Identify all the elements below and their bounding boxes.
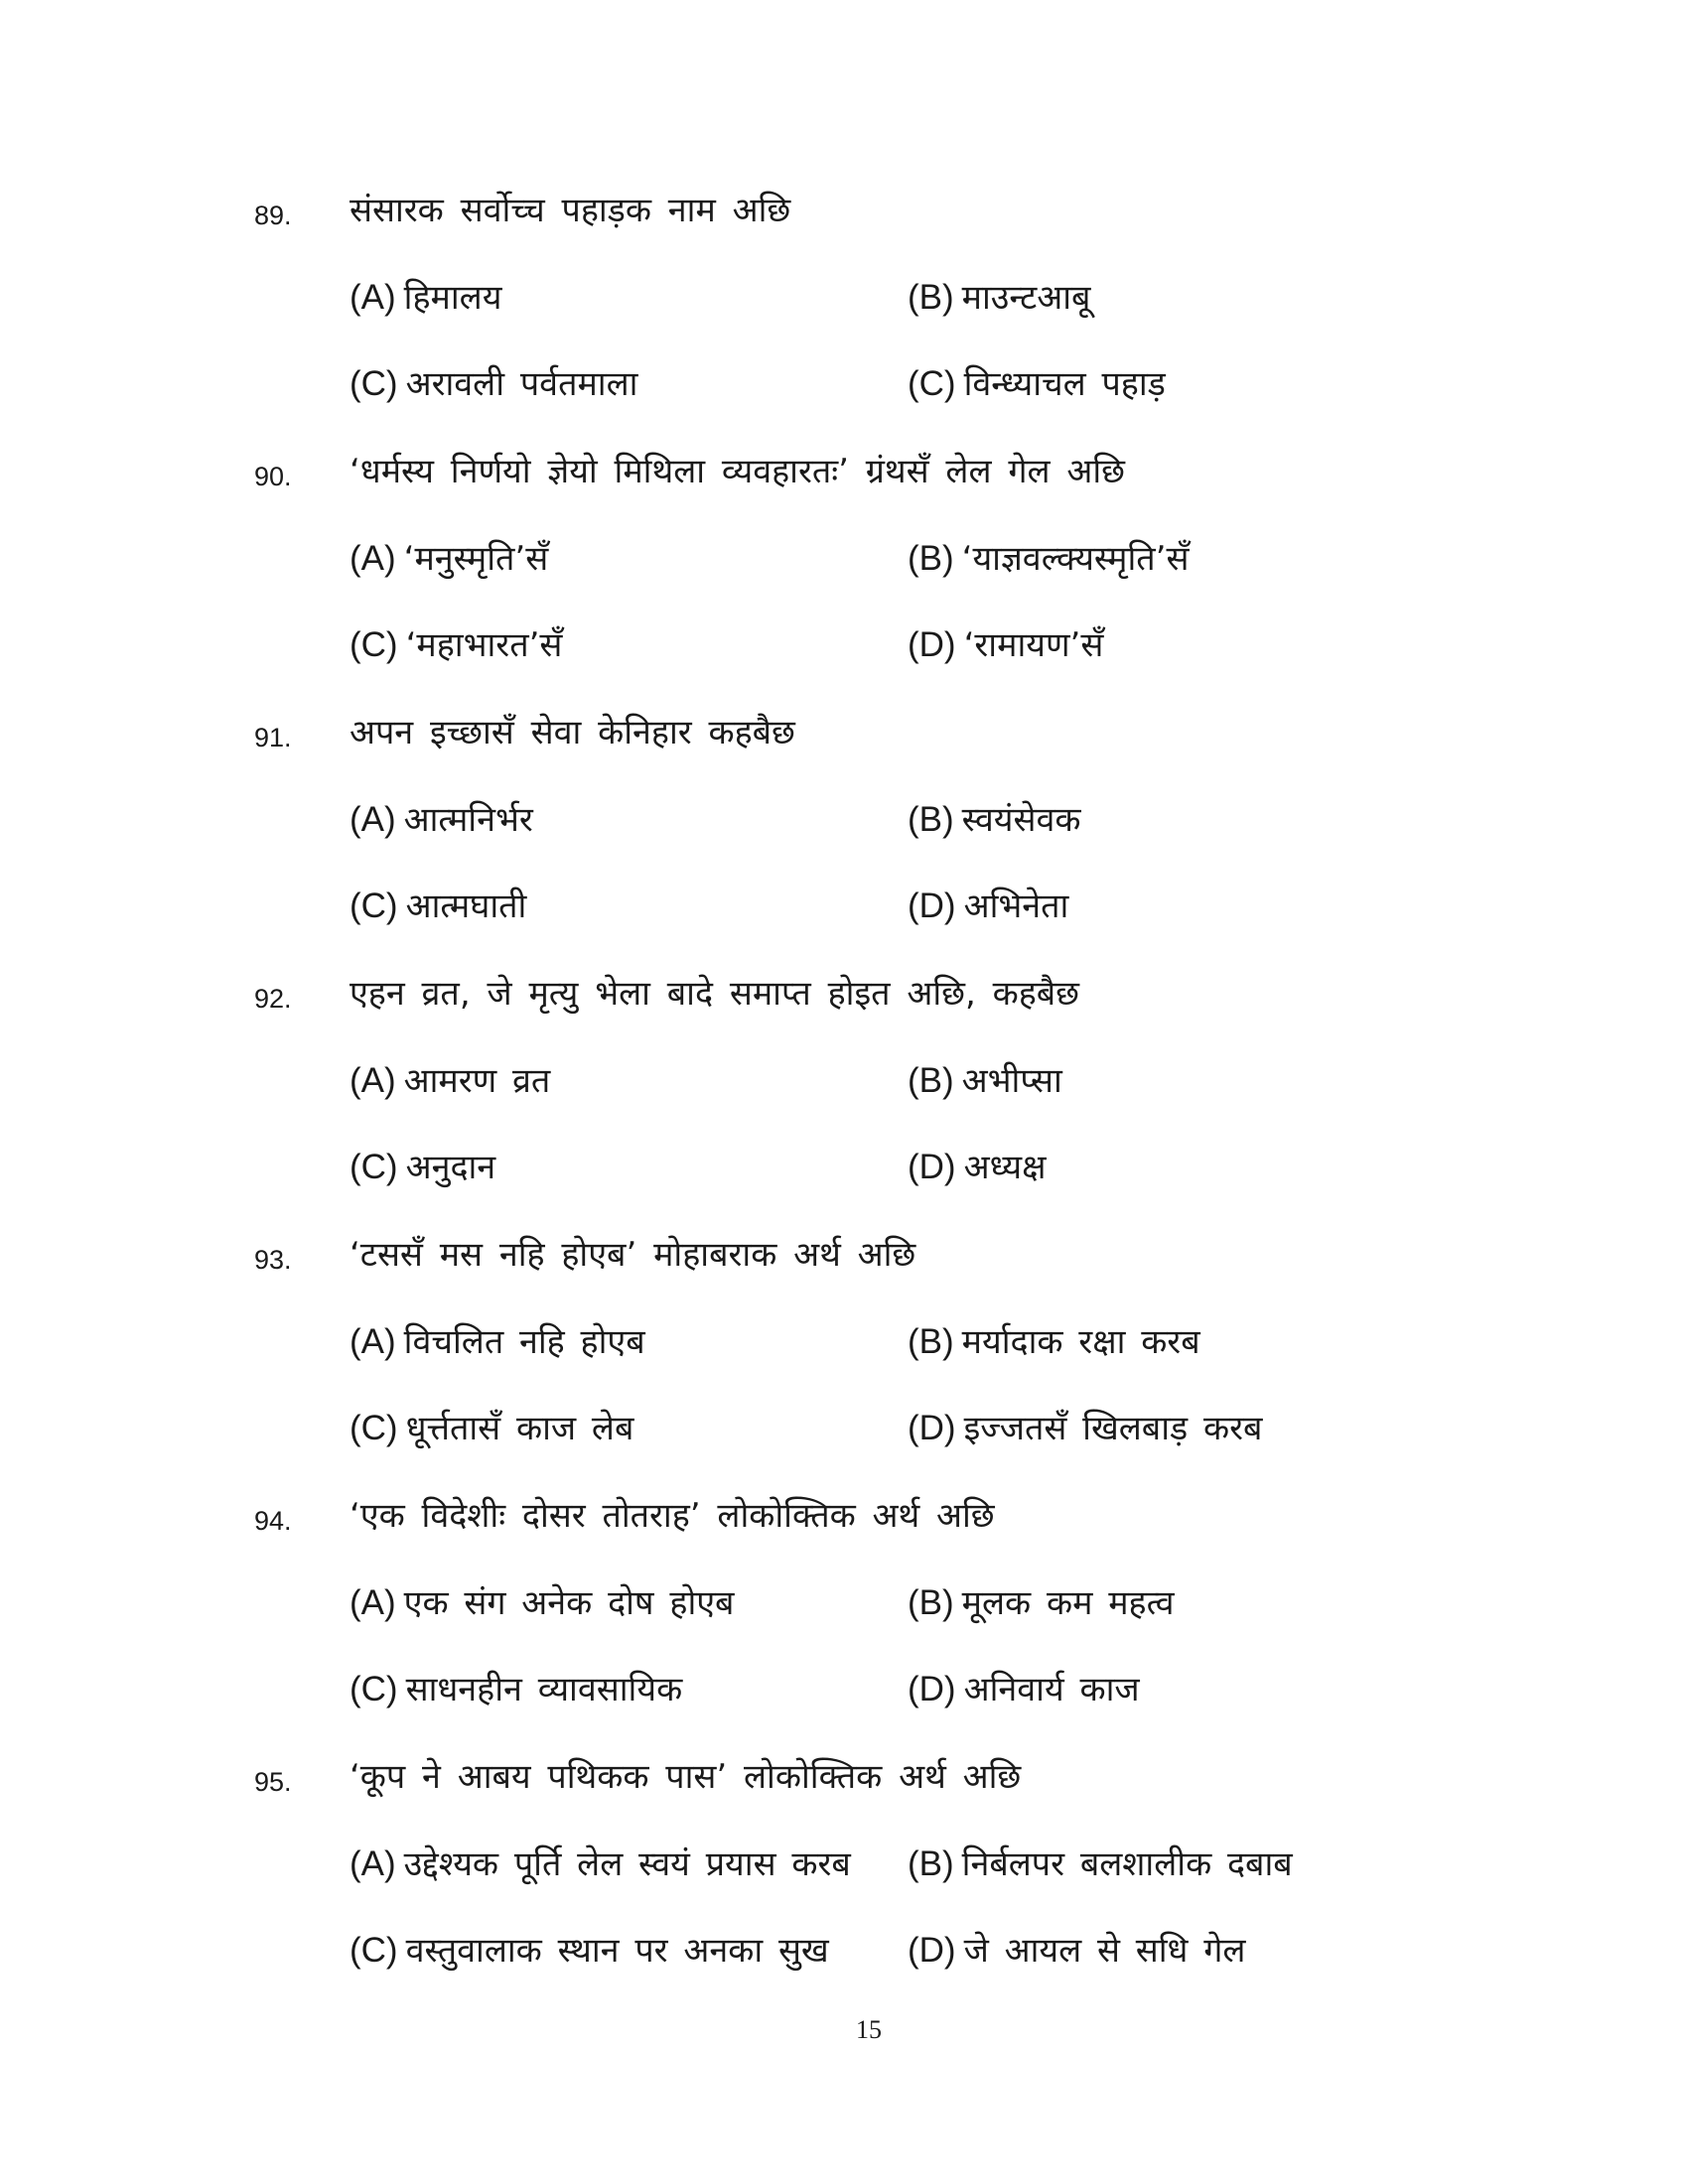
question-90 <box>0 450 1688 711</box>
question-text: ‘कूप ने आबय पथिकक पास’ लोकोक्तिक अर्थ अछि <box>350 1757 1022 1797</box>
option-text: अध्यक्ष <box>963 1148 1047 1187</box>
option-text: निर्बलपर बलशालीक दबाब <box>961 1844 1293 1884</box>
option-letter: (C) <box>350 1148 398 1186</box>
option-text: अभीप्सा <box>961 1061 1062 1101</box>
option-text: एक संग अनेक दोष होएब <box>403 1583 735 1623</box>
question-93 <box>0 1233 1688 1494</box>
option-b <box>908 1581 1175 1625</box>
question-89 <box>0 189 1688 450</box>
question-92 <box>0 972 1688 1233</box>
option-a <box>350 537 548 581</box>
option-text: अनिवार्य काज <box>963 1670 1140 1709</box>
option-letter: (A) <box>350 539 396 578</box>
option-letter: (B) <box>908 1583 954 1622</box>
option-letter: (C) <box>350 1931 398 1970</box>
question-text: संसारक सर्वोच्च पहाड़क नाम अछि <box>350 191 791 230</box>
option-text: विचलित नहि होएब <box>403 1322 645 1362</box>
question-text: अपन इच्छासँ सेवा केनिहार कहबैछ <box>350 713 795 752</box>
option-text: विन्ध्याचल पहाड़ <box>963 364 1166 404</box>
option-c <box>350 362 637 406</box>
option-text: इज्जतसँ खिलबाड़ करब <box>963 1409 1263 1448</box>
option-letter: (C) <box>350 625 398 664</box>
option-letter: (A) <box>350 800 396 839</box>
option-text: स्वयंसेवक <box>961 800 1081 840</box>
option-text: अरावली पर्वतमाला <box>405 364 638 404</box>
option-letter: (D) <box>908 1931 956 1970</box>
option-a <box>350 1843 851 1886</box>
option-d <box>908 1146 1046 1189</box>
question-number: 92. <box>254 984 292 1014</box>
option-letter: (D) <box>908 1409 956 1447</box>
option-letter: (A) <box>350 278 396 317</box>
option-text: आत्मनिर्भर <box>403 800 533 840</box>
option-letter: (B) <box>908 539 954 578</box>
option-d <box>908 1929 1245 1973</box>
option-text: मर्यादाक रक्षा करब <box>961 1322 1200 1362</box>
option-letter: (D) <box>908 1148 956 1186</box>
option-text: ‘मनुस्मृति’सँ <box>403 539 549 579</box>
option-b <box>908 537 1189 581</box>
option-a <box>350 1320 645 1364</box>
option-c <box>350 885 526 928</box>
option-text: ‘रामायण’सँ <box>963 625 1104 665</box>
option-b <box>908 1059 1062 1103</box>
option-c <box>350 1929 829 1973</box>
option-c <box>350 1407 633 1450</box>
question-text: ‘टससँ मस नहि होएब’ मोहाबराक अर्थ अछि <box>350 1235 916 1275</box>
option-letter: (B) <box>908 800 954 839</box>
option-text: हिमालय <box>403 278 502 318</box>
option-c <box>350 623 562 667</box>
option-text: ‘महाभारत’सँ <box>405 625 563 665</box>
option-letter: (A) <box>350 1583 396 1622</box>
question-text: ‘एक विदेशीः दोसर तोतराह’ लोकोक्तिक अर्थ अछि <box>350 1496 995 1536</box>
option-letter: (D) <box>908 1670 956 1708</box>
option-a <box>350 798 533 842</box>
option-b <box>908 276 1090 320</box>
option-letter: (D) <box>908 887 956 925</box>
option-letter: (A) <box>350 1322 396 1361</box>
option-text: धूर्त्ततासँ काज लेब <box>405 1409 634 1448</box>
option-letter: (B) <box>908 1844 954 1883</box>
option-letter: (C) <box>350 1670 398 1708</box>
option-text: जे आयल से सधि गेल <box>963 1931 1246 1971</box>
option-letter: (C) <box>350 1409 398 1447</box>
option-letter: (C) <box>350 364 398 403</box>
option-a <box>350 1059 550 1103</box>
option-text: साधनहीन व्यावसायिक <box>405 1670 683 1709</box>
question-text: एहन व्रत, जे मृत्यु भेला बादे समाप्त होइत अछि, कहबैछ <box>350 974 1080 1014</box>
option-letter: (B) <box>908 1061 954 1100</box>
option-d <box>908 885 1068 928</box>
option-b <box>908 798 1081 842</box>
option-text: उद्देश्यक पूर्ति लेल स्वयं प्रयास करब <box>403 1844 851 1884</box>
option-c <box>350 1668 682 1711</box>
option-a <box>350 276 501 320</box>
option-text: ‘याज्ञवल्क्यस्मृति’सँ <box>961 539 1190 579</box>
option-d <box>908 362 1166 406</box>
option-d <box>908 1407 1262 1450</box>
option-letter: (B) <box>908 1322 954 1361</box>
option-letter: (C) <box>350 887 398 925</box>
question-text: ‘धर्मस्य निर्णयो ज्ञेयो मिथिला व्यवहारतः’ ग्रंथसँ लेल गेल अछि <box>350 452 1125 491</box>
option-b <box>908 1320 1200 1364</box>
page-number: 15 <box>856 2015 882 2044</box>
question-number: 93. <box>254 1245 292 1275</box>
option-c <box>350 1146 495 1189</box>
option-text: आमरण व्रत <box>403 1061 551 1101</box>
option-d <box>908 623 1103 667</box>
option-text: माउन्टआबू <box>961 278 1091 318</box>
question-number: 90. <box>254 462 292 491</box>
option-letter: (A) <box>350 1061 396 1100</box>
question-number: 89. <box>254 201 292 230</box>
question-95 <box>0 1755 1688 2016</box>
question-number: 94. <box>254 1506 292 1536</box>
option-d <box>908 1668 1140 1711</box>
option-letter: (C) <box>908 364 956 403</box>
option-text: अभिनेता <box>963 887 1069 926</box>
option-a <box>350 1581 734 1625</box>
option-text: अनुदान <box>405 1148 496 1187</box>
option-letter: (B) <box>908 278 954 317</box>
option-text: वस्तुवालाक स्थान पर अनका सुख <box>405 1931 829 1971</box>
option-text: मूलक कम महत्व <box>961 1583 1175 1623</box>
option-letter: (A) <box>350 1844 396 1883</box>
option-text: आत्मघाती <box>405 887 527 926</box>
question-94 <box>0 1494 1688 1755</box>
question-number: 91. <box>254 723 292 752</box>
question-91 <box>0 711 1688 972</box>
option-letter: (D) <box>908 625 956 664</box>
option-b <box>908 1843 1293 1886</box>
question-number: 95. <box>254 1767 292 1797</box>
